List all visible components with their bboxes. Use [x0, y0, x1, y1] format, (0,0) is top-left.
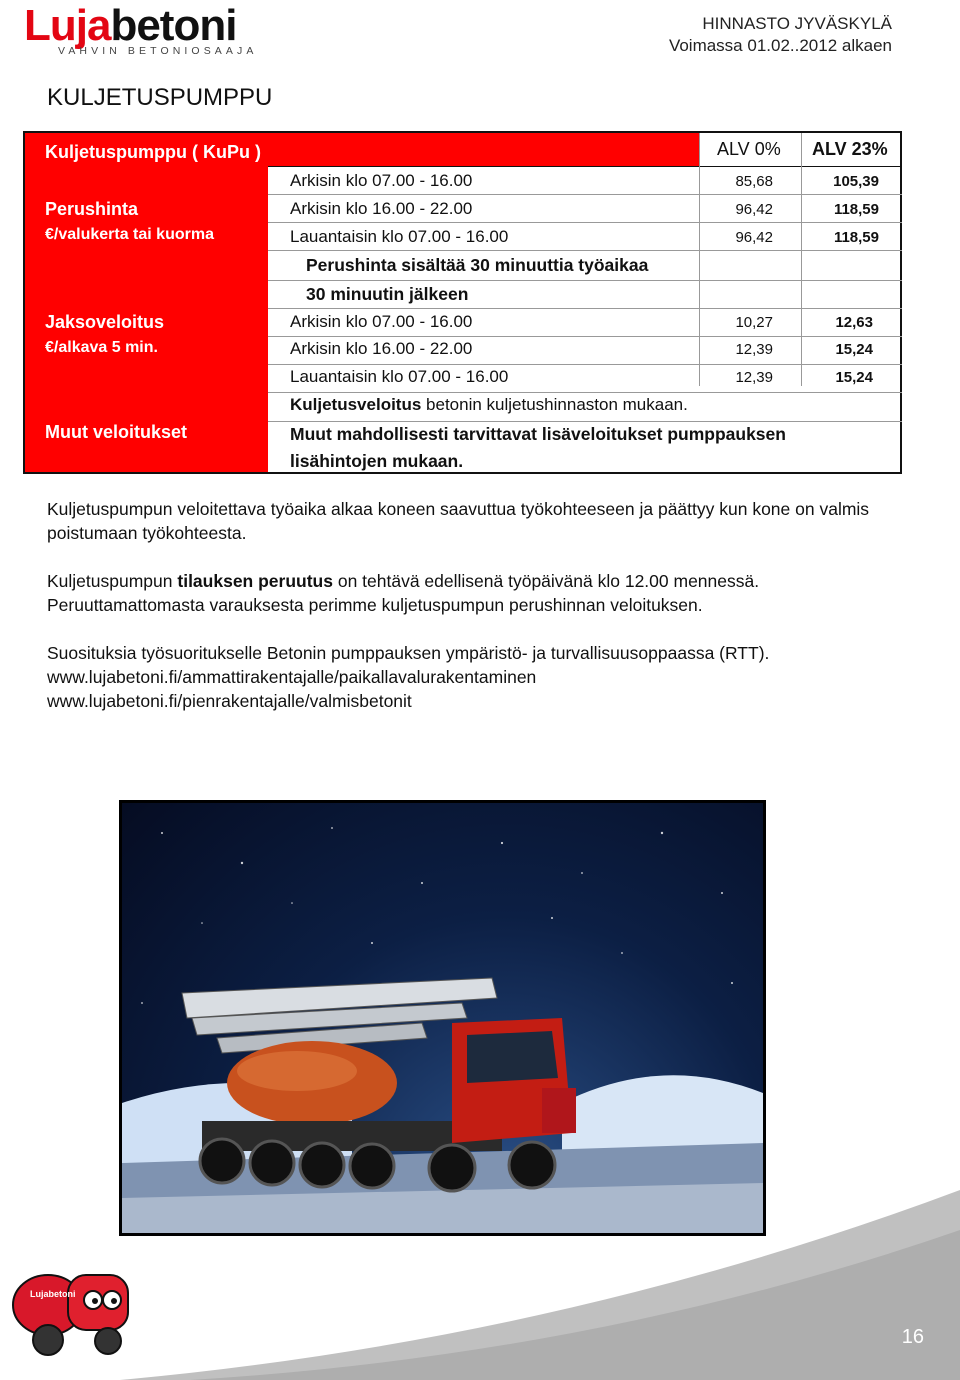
- table-row-label: Lauantaisin klo 07.00 - 16.00: [290, 227, 509, 246]
- column-header-alv0: ALV 0%: [717, 139, 781, 159]
- page-number: 16: [901, 1326, 924, 1348]
- table-cell-alv0: 96,42: [735, 201, 773, 218]
- period-note: 30 minuutin jälkeen: [306, 284, 469, 304]
- table-cell-alv23: 15,24: [835, 369, 873, 386]
- table-cell-alv23: 118,59: [833, 201, 879, 218]
- lujabetoni-logo: [24, 1, 258, 57]
- table-cell-alv23: 118,59: [833, 229, 879, 246]
- mascot-mixer-truck: [8, 1255, 148, 1365]
- table-cell-alv0: 96,42: [735, 229, 773, 246]
- concrete-pump-truck-photo: [119, 800, 766, 1236]
- extra-charges-line2: lisähintojen mukaan.: [290, 451, 464, 471]
- transport-charge-note: [290, 395, 688, 415]
- transport-charge-bold: Kuljetusveloitus: [290, 395, 422, 414]
- table-header-label: Kuljetuspumppu ( KuPu ): [45, 142, 261, 162]
- truck-illustration: [122, 803, 763, 1233]
- table-cell-alv0: 10,27: [735, 314, 773, 331]
- link-small-builder[interactable]: www.lujabetoni.fi/pienrakentajalle/valmisbetonit: [47, 691, 412, 711]
- cancellation-text-b: on tehtävä edellisenä työpäivänä klo 12.00 mennessä.: [332, 571, 760, 591]
- base-price-subtitle: €/valukerta tai kuorma: [45, 226, 214, 243]
- recommendation-text: Suosituksia työsuoritukselle Betonin pumppauksen ympäristö- ja turvallisuusoppaassa (RTT).: [47, 643, 770, 663]
- table-cell-alv0: 85,68: [735, 173, 773, 190]
- other-charges-title: Muut veloitukset: [45, 422, 188, 442]
- transport-charge-rest: betonin kuljetushinnaston mukaan.: [421, 395, 688, 414]
- cancellation-text-a: Kuljetuspumpun: [47, 571, 178, 591]
- mascot-logo-text: Lujabetoni: [30, 1289, 76, 1299]
- table-cell-alv0: 12,39: [735, 369, 773, 386]
- page-title: KULJETUSPUMPPU: [47, 84, 273, 111]
- recommendation-paragraph: [47, 641, 827, 713]
- table-row-label: Arkisin klo 16.00 - 22.00: [290, 199, 473, 218]
- logo-red-part: Luja: [24, 1, 111, 50]
- table-row-label: Lauantaisin klo 07.00 - 16.00: [290, 367, 509, 386]
- period-charge-title: Jaksoveloitus: [45, 312, 165, 332]
- logo-wordmark: [24, 1, 254, 50]
- price-list-city: HINNASTO JYVÄSKYLÄ: [702, 14, 892, 33]
- worktime-paragraph: Kuljetuspumpun veloitettava työaika alkaa koneen saavuttua työkohteeseen ja päättyy kun kone on valmis poistumaan työkohteesta.: [47, 499, 870, 543]
- cancellation-paragraph: [47, 569, 877, 617]
- extra-charges-line1: Muut mahdollisesti tarvittavat lisäveloitukset pumppauksen: [290, 424, 786, 444]
- price-table: [23, 131, 902, 474]
- table-cell-alv23: 12,63: [835, 314, 873, 331]
- logo-tagline: VAHVIN BETONIOSAAJA: [58, 45, 258, 57]
- table-cell-alv23: 105,39: [833, 173, 879, 190]
- logo-dark-part: betoni: [110, 1, 237, 50]
- period-charge-subtitle: €/alkava 5 min.: [45, 339, 158, 356]
- base-price-note: Perushinta sisältää 30 minuuttia työaikaa: [306, 255, 649, 275]
- price-list-valid-date: Voimassa 01.02..2012 alkaen: [668, 36, 892, 55]
- cancellation-line1: [47, 569, 877, 593]
- table-cell-alv0: 12,39: [735, 341, 773, 358]
- cancellation-bold: tilauksen peruutus: [177, 571, 333, 591]
- table-row-label: Arkisin klo 07.00 - 16.00: [290, 171, 473, 190]
- column-header-alv23: ALV 23%: [812, 139, 888, 159]
- price-list-header: [669, 13, 892, 57]
- cancellation-line2: Peruuttamattomasta varauksesta perimme kuljetuspumpun perushinnan veloituksen.: [47, 595, 703, 615]
- base-price-title: Perushinta: [45, 199, 139, 219]
- table-row-label: Arkisin klo 07.00 - 16.00: [290, 312, 473, 331]
- link-professional[interactable]: www.lujabetoni.fi/ammattirakentajalle/paikallavalurakentaminen: [47, 667, 537, 687]
- table-cell-alv23: 15,24: [835, 341, 873, 358]
- table-row-label: Arkisin klo 16.00 - 22.00: [290, 339, 473, 358]
